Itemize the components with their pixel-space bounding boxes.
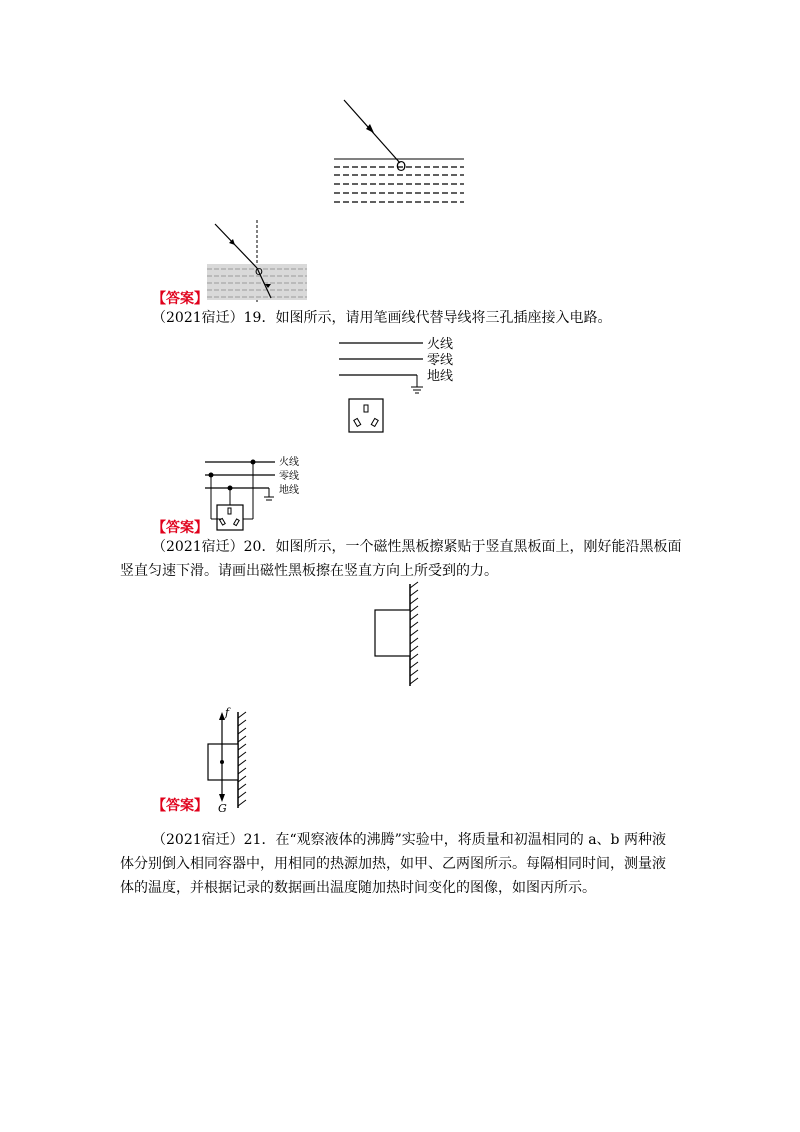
question-21-line3: 体的温度，并根据记录的数据画出温度随加热时间变化的图像，如图丙所示。 bbox=[120, 880, 596, 896]
answer-label-20: 【答案】 bbox=[152, 798, 208, 814]
live-wire-label: 火线 bbox=[427, 337, 454, 352]
answer-label-18: 【答案】 bbox=[152, 291, 208, 307]
question-20-line1: （2021宿迁）20．如图所示，一个磁性黑板擦紧贴于竖直黑板面上，刚好能沿黑板面 bbox=[152, 539, 682, 555]
answer-20-forces bbox=[205, 700, 255, 815]
eraser-block bbox=[375, 610, 410, 656]
neutral-wire-label: 零线 bbox=[427, 353, 454, 368]
incident-ray bbox=[215, 224, 257, 268]
answer-18-diagram bbox=[205, 220, 310, 302]
ground-wire-label: 地线 bbox=[427, 369, 454, 384]
force-g-label: G bbox=[218, 802, 227, 815]
force-f-label: f bbox=[225, 706, 230, 719]
question-20-line2: 竖直匀速下滑。请画出磁性黑板擦在竖直方向上所受到的力。 bbox=[120, 563, 498, 579]
figure-19-circuit bbox=[335, 333, 470, 435]
svg-text:地线: 地线 bbox=[279, 485, 299, 496]
question-21-line2: 体分别倒入相同容器中，用相同的热源加热，如甲、乙两图所示。每隔相同时间，测量液 bbox=[120, 856, 666, 872]
point-o-label: O bbox=[396, 160, 407, 175]
question-19-text: （2021宿迁）19．如图所示，请用笔画线代替导线将三孔插座接入电路。 bbox=[152, 310, 612, 326]
svg-text:火线: 火线 bbox=[279, 457, 299, 468]
figure-18-water-diagram bbox=[330, 95, 470, 210]
answer-label-19: 【答案】 bbox=[152, 520, 208, 536]
figure-20-blackboard bbox=[372, 582, 432, 688]
svg-text:零线: 零线 bbox=[279, 471, 299, 482]
question-21-line1: （2021宿迁）21．在“观察液体的沸腾”实验中，将质量和初温相同的 a、b 两种液 bbox=[152, 832, 666, 848]
three-hole-socket bbox=[349, 399, 383, 432]
answer-19-circuit bbox=[203, 450, 318, 532]
svg-text:O: O bbox=[255, 267, 263, 278]
